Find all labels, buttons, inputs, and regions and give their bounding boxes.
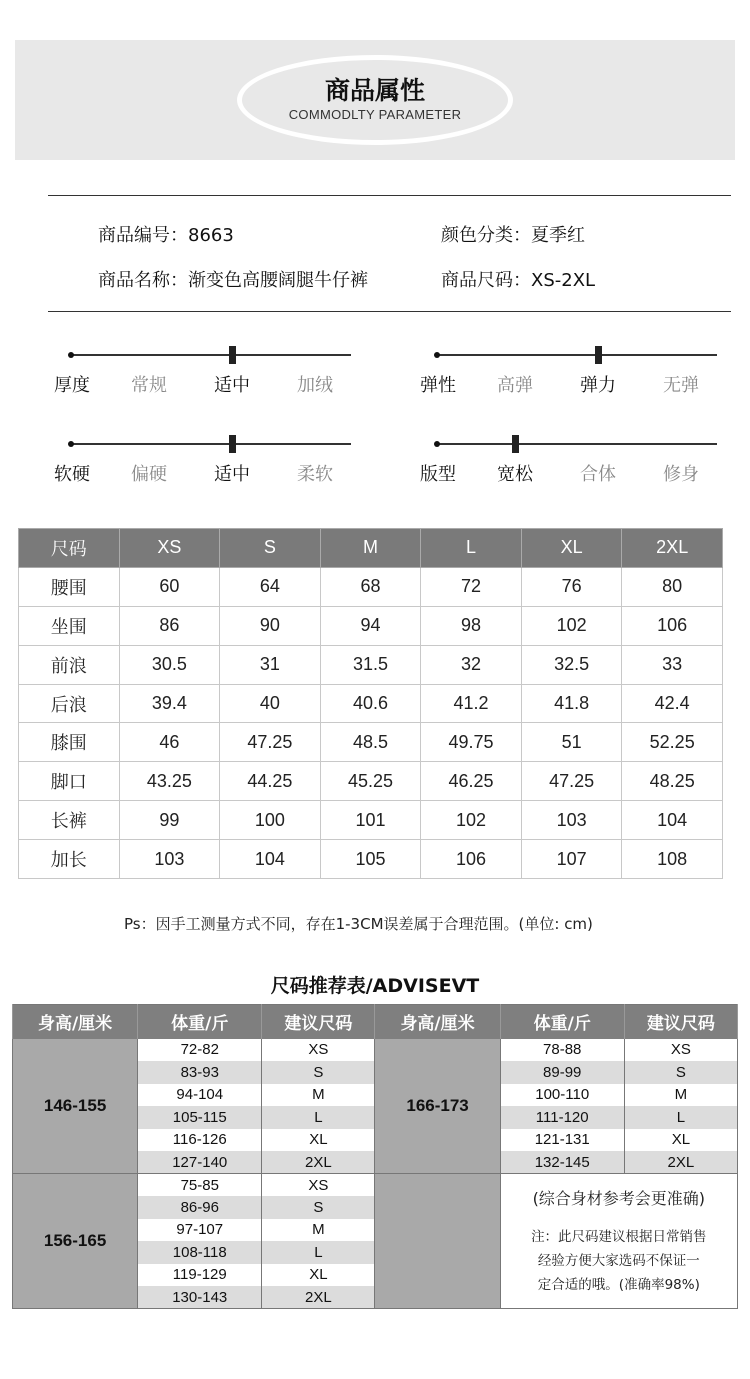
size-table-cell: 108 [622, 840, 723, 879]
attribute-name: 弹性 [420, 375, 456, 396]
size-table-cell: 41.2 [421, 684, 522, 723]
weight-range: 108-118 [138, 1241, 262, 1264]
size-table-cell: 98 [421, 606, 522, 645]
size-table-cell: 104 [622, 801, 723, 840]
size-table-cell: 102 [521, 606, 622, 645]
size-table-label: 坐围 [19, 606, 120, 645]
size-table-cell: 41.8 [521, 684, 622, 723]
size-table-row [19, 840, 723, 879]
size-table-cell: 40.6 [320, 684, 421, 723]
attribute-option: 合体 [580, 464, 616, 485]
attribute-marker [512, 435, 519, 453]
advise-note [500, 1174, 737, 1309]
advise-header-cell: 体重/斤 [500, 1005, 624, 1039]
size-table-cell: 103 [119, 840, 220, 879]
recommended-size: S [262, 1196, 375, 1219]
product-code: 商品编号：8663 [98, 225, 234, 246]
recommended-size: XS [262, 1039, 375, 1062]
advise-table [12, 1004, 738, 1309]
size-table-cell: 101 [320, 801, 421, 840]
advise-header-cell: 身高/厘米 [375, 1005, 500, 1039]
attribute-option: 常规 [131, 375, 167, 396]
page-subtitle: COMMODLTY PARAMETER [288, 107, 462, 122]
size-table-cell: 43.25 [119, 762, 220, 801]
product-name: 商品名称：渐变色高腰阔腿牛仔裤 [98, 270, 368, 291]
size-table-label: 前浪 [19, 645, 120, 684]
product-color: 颜色分类：夏季红 [441, 225, 585, 246]
size-table-cell: 46.25 [421, 762, 522, 801]
product-size-range: 商品尺码：XS-2XL [441, 270, 596, 291]
weight-range: 130-143 [138, 1286, 262, 1309]
size-table-cell: 46 [119, 723, 220, 762]
weight-range: 111-120 [500, 1106, 624, 1129]
size-table-cell: 30.5 [119, 645, 220, 684]
size-table-cell: 102 [421, 801, 522, 840]
advise-header [13, 1005, 738, 1039]
size-table-cell: 40 [220, 684, 321, 723]
size-table-cell: 2XL [622, 529, 723, 568]
size-table [18, 528, 723, 879]
size-table-cell: 94 [320, 606, 421, 645]
weight-range: 86-96 [138, 1196, 262, 1219]
size-table-row [19, 723, 723, 762]
size-table-cell: 60 [119, 567, 220, 606]
size-table-cell: 47.25 [521, 762, 622, 801]
attribute-option: 适中 [214, 464, 250, 485]
weight-range: 75-85 [138, 1174, 262, 1197]
advise-blank [375, 1174, 500, 1309]
size-table-row [19, 801, 723, 840]
weight-range: 132-145 [500, 1151, 624, 1174]
size-table-cell: 31.5 [320, 645, 421, 684]
size-table-cell: 106 [421, 840, 522, 879]
attribute-track [437, 443, 717, 445]
height-range: 156-165 [13, 1174, 138, 1309]
size-table-cell: 86 [119, 606, 220, 645]
size-table-cell: L [421, 529, 522, 568]
size-table-row [19, 645, 723, 684]
height-range: 166-173 [375, 1039, 500, 1174]
recommended-size: L [262, 1241, 375, 1264]
recommended-size: XS [624, 1039, 737, 1062]
recommended-size: XL [624, 1129, 737, 1152]
size-table-cell: 80 [622, 567, 723, 606]
attribute-track [437, 354, 717, 356]
divider-bottom [48, 311, 731, 312]
attribute-track [71, 443, 351, 445]
size-table-label: 尺码 [19, 529, 120, 568]
size-table-label: 后浪 [19, 684, 120, 723]
weight-range: 105-115 [138, 1106, 262, 1129]
size-table-cell: 39.4 [119, 684, 220, 723]
weight-range: 121-131 [500, 1129, 624, 1152]
size-table-cell: 64 [220, 567, 321, 606]
weight-range: 97-107 [138, 1219, 262, 1242]
size-table-cell: M [320, 529, 421, 568]
advise-note-title: (综合身材参考会更准确) [532, 1188, 706, 1208]
size-table-label: 膝围 [19, 723, 120, 762]
size-table-row [19, 606, 723, 645]
size-table-cell: 76 [521, 567, 622, 606]
attribute-option: 无弹 [663, 375, 699, 396]
size-table-row [19, 567, 723, 606]
size-table-cell: 32 [421, 645, 522, 684]
weight-range: 83-93 [138, 1061, 262, 1084]
weight-range: 94-104 [138, 1084, 262, 1107]
weight-range: 89-99 [500, 1061, 624, 1084]
size-table-cell: 72 [421, 567, 522, 606]
advise-header-cell: 体重/斤 [138, 1005, 262, 1039]
size-table-label: 脚口 [19, 762, 120, 801]
advise-title: 尺码推荐表/ADVISEVT [270, 975, 480, 997]
advise-note-line: 定合适的哦。(准确率98%) [537, 1276, 700, 1293]
advise-note-line: 经验方便大家选码不保证一 [537, 1252, 700, 1269]
attribute-track-start [68, 441, 74, 447]
recommended-size: M [262, 1084, 375, 1107]
advise-row [13, 1174, 738, 1197]
size-table-label: 腰围 [19, 567, 120, 606]
size-table-cell: 104 [220, 840, 321, 879]
attribute-name: 版型 [420, 464, 456, 485]
size-table-cell: 52.25 [622, 723, 723, 762]
attribute-option: 宽松 [497, 464, 533, 485]
size-table-cell: 90 [220, 606, 321, 645]
attribute-option: 加绒 [297, 375, 333, 396]
size-table-row [19, 762, 723, 801]
recommended-size: M [624, 1084, 737, 1107]
size-table-cell: 99 [119, 801, 220, 840]
attribute-option: 高弹 [497, 375, 533, 396]
recommended-size: M [262, 1219, 375, 1242]
attribute-name: 软硬 [54, 464, 90, 485]
attribute-option: 柔软 [297, 464, 333, 485]
attribute-option: 弹力 [580, 375, 616, 396]
size-table-row [19, 684, 723, 723]
recommended-size: XL [262, 1264, 375, 1287]
recommended-size: S [624, 1061, 737, 1084]
attribute-name: 厚度 [54, 375, 90, 396]
height-range: 146-155 [13, 1039, 138, 1174]
size-table-cell: 45.25 [320, 762, 421, 801]
size-table-cell: XL [521, 529, 622, 568]
attribute-option: 修身 [663, 464, 699, 485]
size-table-cell: 42.4 [622, 684, 723, 723]
advise-note-line: 注：此尺码建议根据日常销售 [531, 1228, 707, 1245]
size-table-cell: 33 [622, 645, 723, 684]
size-table-label: 加长 [19, 840, 120, 879]
attribute-option: 适中 [214, 375, 250, 396]
advise-header-cell: 建议尺码 [624, 1005, 737, 1039]
recommended-size: L [262, 1106, 375, 1129]
size-table-cell: 106 [622, 606, 723, 645]
size-table-cell: 48.5 [320, 723, 421, 762]
size-table-cell: 105 [320, 840, 421, 879]
attribute-marker [595, 346, 602, 364]
size-table-cell: 44.25 [220, 762, 321, 801]
recommended-size: L [624, 1106, 737, 1129]
weight-range: 119-129 [138, 1264, 262, 1287]
attribute-track-start [434, 441, 440, 447]
attribute-track [71, 354, 351, 356]
recommended-size: 2XL [262, 1286, 375, 1309]
size-table-cell: 31 [220, 645, 321, 684]
weight-range: 100-110 [500, 1084, 624, 1107]
recommended-size: XS [262, 1174, 375, 1197]
size-table-cell: 68 [320, 567, 421, 606]
recommended-size: S [262, 1061, 375, 1084]
recommended-size: XL [262, 1129, 375, 1152]
attribute-marker [229, 346, 236, 364]
size-table-label: 长裤 [19, 801, 120, 840]
size-table-cell: S [220, 529, 321, 568]
size-table-cell: 51 [521, 723, 622, 762]
size-table-cell: 107 [521, 840, 622, 879]
size-table-cell: 103 [521, 801, 622, 840]
measurement-note: Ps：因手工测量方式不同，存在1-3CM误差属于合理范围。(单位: cm) [124, 915, 593, 933]
weight-range: 127-140 [138, 1151, 262, 1174]
attribute-track-start [434, 352, 440, 358]
recommended-size: 2XL [624, 1151, 737, 1174]
size-table-cell: 32.5 [521, 645, 622, 684]
page-title: 商品属性 [324, 76, 425, 105]
size-table-cell: 100 [220, 801, 321, 840]
advise-row [13, 1039, 738, 1062]
advise-header-cell: 身高/厘米 [13, 1005, 138, 1039]
weight-range: 72-82 [138, 1039, 262, 1062]
advise-header-cell: 建议尺码 [262, 1005, 375, 1039]
size-table-header [19, 529, 723, 568]
size-table-cell: 48.25 [622, 762, 723, 801]
size-table-cell: 49.75 [421, 723, 522, 762]
recommended-size: 2XL [262, 1151, 375, 1174]
attribute-track-start [68, 352, 74, 358]
size-table-cell: 47.25 [220, 723, 321, 762]
divider-top [48, 195, 731, 196]
weight-range: 116-126 [138, 1129, 262, 1152]
size-table-cell: XS [119, 529, 220, 568]
attribute-marker [229, 435, 236, 453]
attribute-option: 偏硬 [131, 464, 167, 485]
weight-range: 78-88 [500, 1039, 624, 1062]
